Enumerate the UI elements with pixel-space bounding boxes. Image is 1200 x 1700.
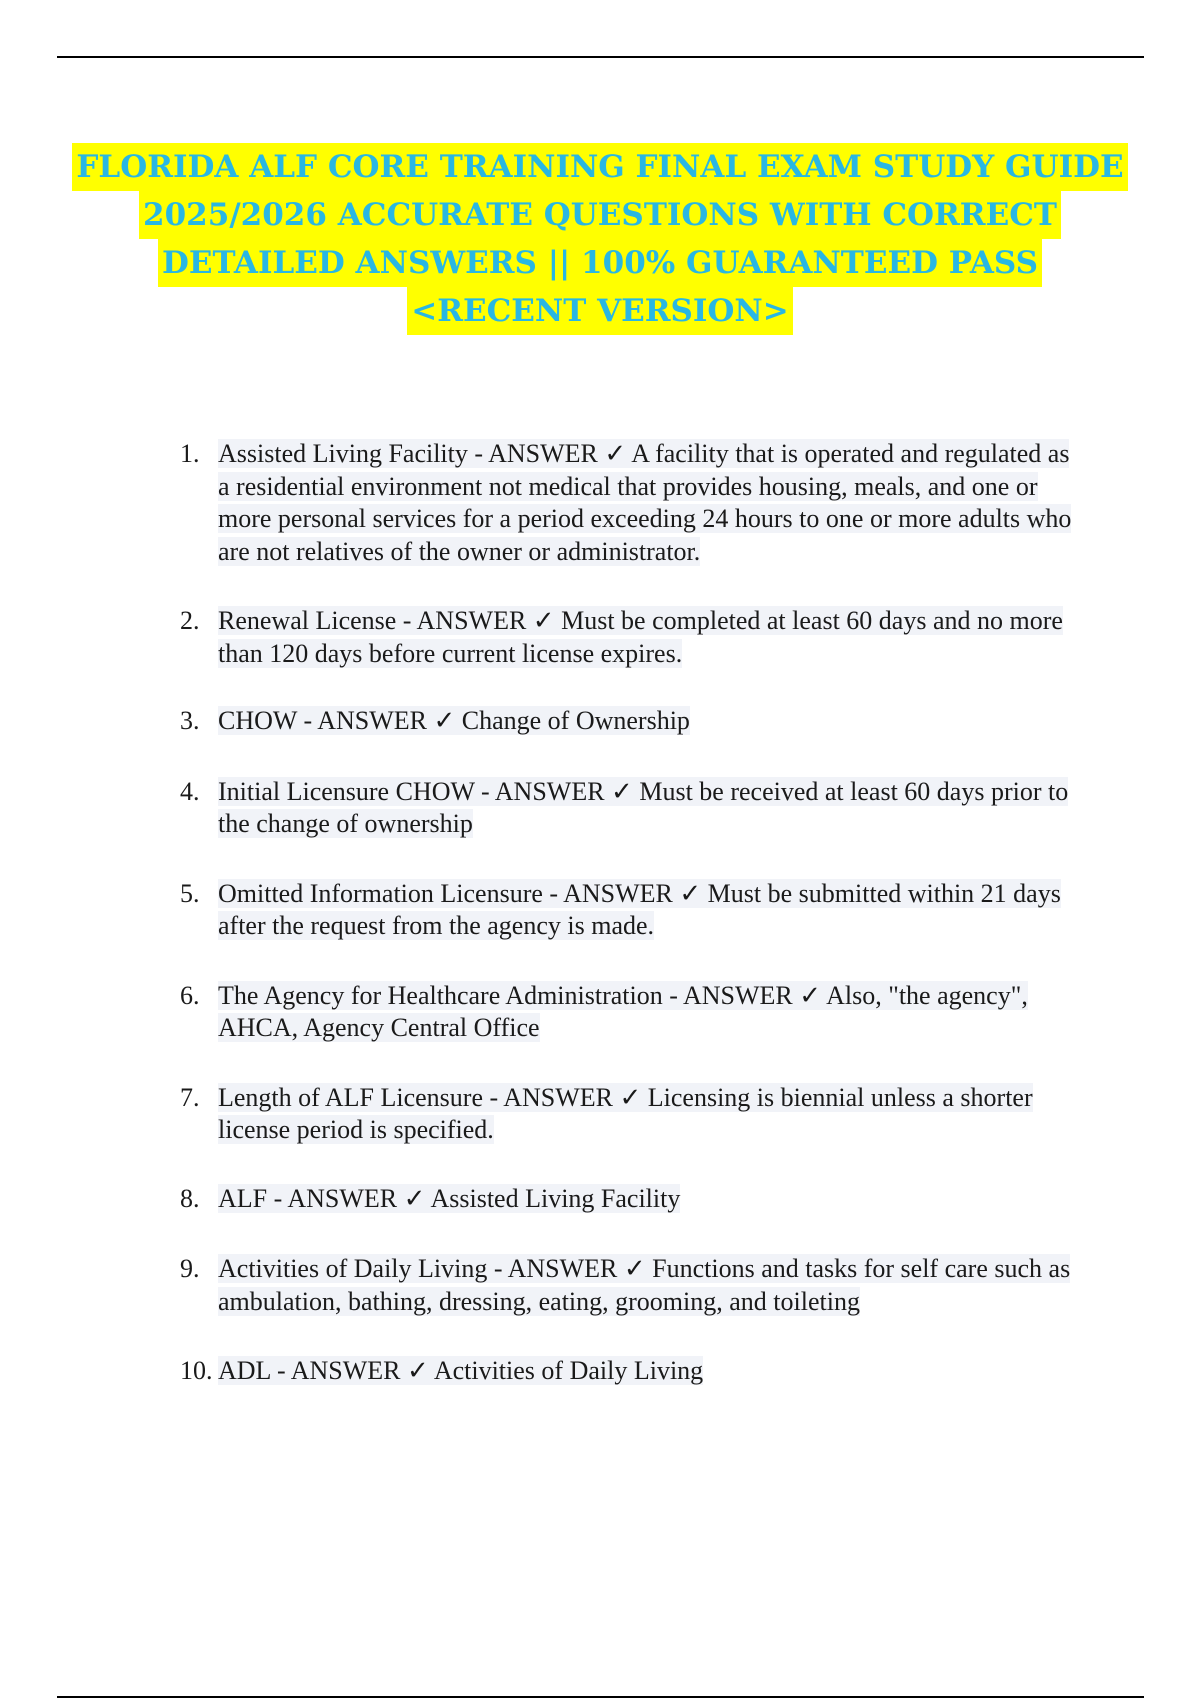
item-text [218, 776, 1080, 841]
item-text [218, 1253, 1080, 1318]
bottom-rule [57, 1696, 1144, 1698]
item-number: 7. [180, 1082, 200, 1112]
item-number: 8. [180, 1183, 200, 1213]
title-line-4: <RECENT VERSION> [407, 287, 793, 335]
item-text-content: ALF - ANSWER ✓ Assisted Living Facility [218, 1183, 681, 1213]
item-text-content: Renewal License - ANSWER ✓ Must be completed at least 60 days and no more than 120 days before current license expires. [218, 606, 1063, 668]
item-text-content: Initial Licensure CHOW - ANSWER ✓ Must be received at least 60 days prior to the change of ownership [218, 776, 1069, 838]
list-item [180, 1183, 1080, 1216]
item-text [218, 1082, 1080, 1147]
item-number: 4. [180, 776, 200, 806]
list-item [180, 1355, 1080, 1388]
list-item [180, 1082, 1080, 1147]
item-text-content: CHOW - ANSWER ✓ Change of Ownership [218, 706, 690, 735]
item-number: 3. [180, 706, 200, 735]
item-number: 1. [180, 439, 200, 468]
item-text [218, 878, 1080, 943]
item-number: 5. [180, 878, 200, 908]
item-text-content: Assisted Living Facility - ANSWER ✓ A facility that is operated and regulated as a residential environment not medical that provides housing, meals, and one or more personal services for a period exceeding 24 hours to one or more adults who are not relatives of the owner or administrator. [218, 439, 1072, 566]
item-number: 9. [180, 1254, 200, 1283]
document-title [0, 143, 1200, 335]
item-text-content: Omitted Information Licensure - ANSWER ✓ Must be submitted within 21 days after the request from the agency is made. [218, 878, 1061, 940]
list-item [180, 605, 1080, 670]
list-item [180, 1253, 1080, 1318]
list-item [180, 438, 1080, 568]
item-text-content: ADL - ANSWER ✓ Activities of Daily Living [218, 1356, 704, 1385]
list-item [180, 878, 1080, 943]
item-text [218, 438, 1080, 568]
title-line-1: FLORIDA ALF CORE TRAINING FINAL EXAM STUDY GUIDE [72, 143, 1127, 191]
item-text [218, 980, 1080, 1045]
list-item [180, 980, 1080, 1045]
question-answer-list [180, 438, 1080, 1388]
list-item [180, 776, 1080, 841]
title-line-3: DETAILED ANSWERS || 100% GUARANTEED PASS [158, 239, 1042, 287]
title-line-2: 2025/2026 ACCURATE QUESTIONS WITH CORRECT [139, 191, 1061, 239]
item-text [218, 705, 1080, 738]
top-rule [57, 56, 1144, 58]
item-number: 6. [180, 980, 200, 1010]
item-number: 10. [180, 1356, 213, 1385]
item-text [218, 605, 1080, 670]
item-text-content: Activities of Daily Living - ANSWER ✓ Functions and tasks for self care such as ambulation, bathing, dressing, eating, grooming, and toileting [218, 1254, 1071, 1316]
item-text [218, 1183, 1080, 1216]
item-text-content: Length of ALF Licensure - ANSWER ✓ Licensing is biennial unless a shorter license period is specified. [218, 1082, 1033, 1144]
item-text-content: The Agency for Healthcare Administration - ANSWER ✓ Also, "the agency", AHCA, Agency Central Office [218, 980, 1028, 1042]
item-number: 2. [180, 606, 200, 635]
item-text [218, 1355, 1080, 1388]
list-item [180, 705, 1080, 738]
